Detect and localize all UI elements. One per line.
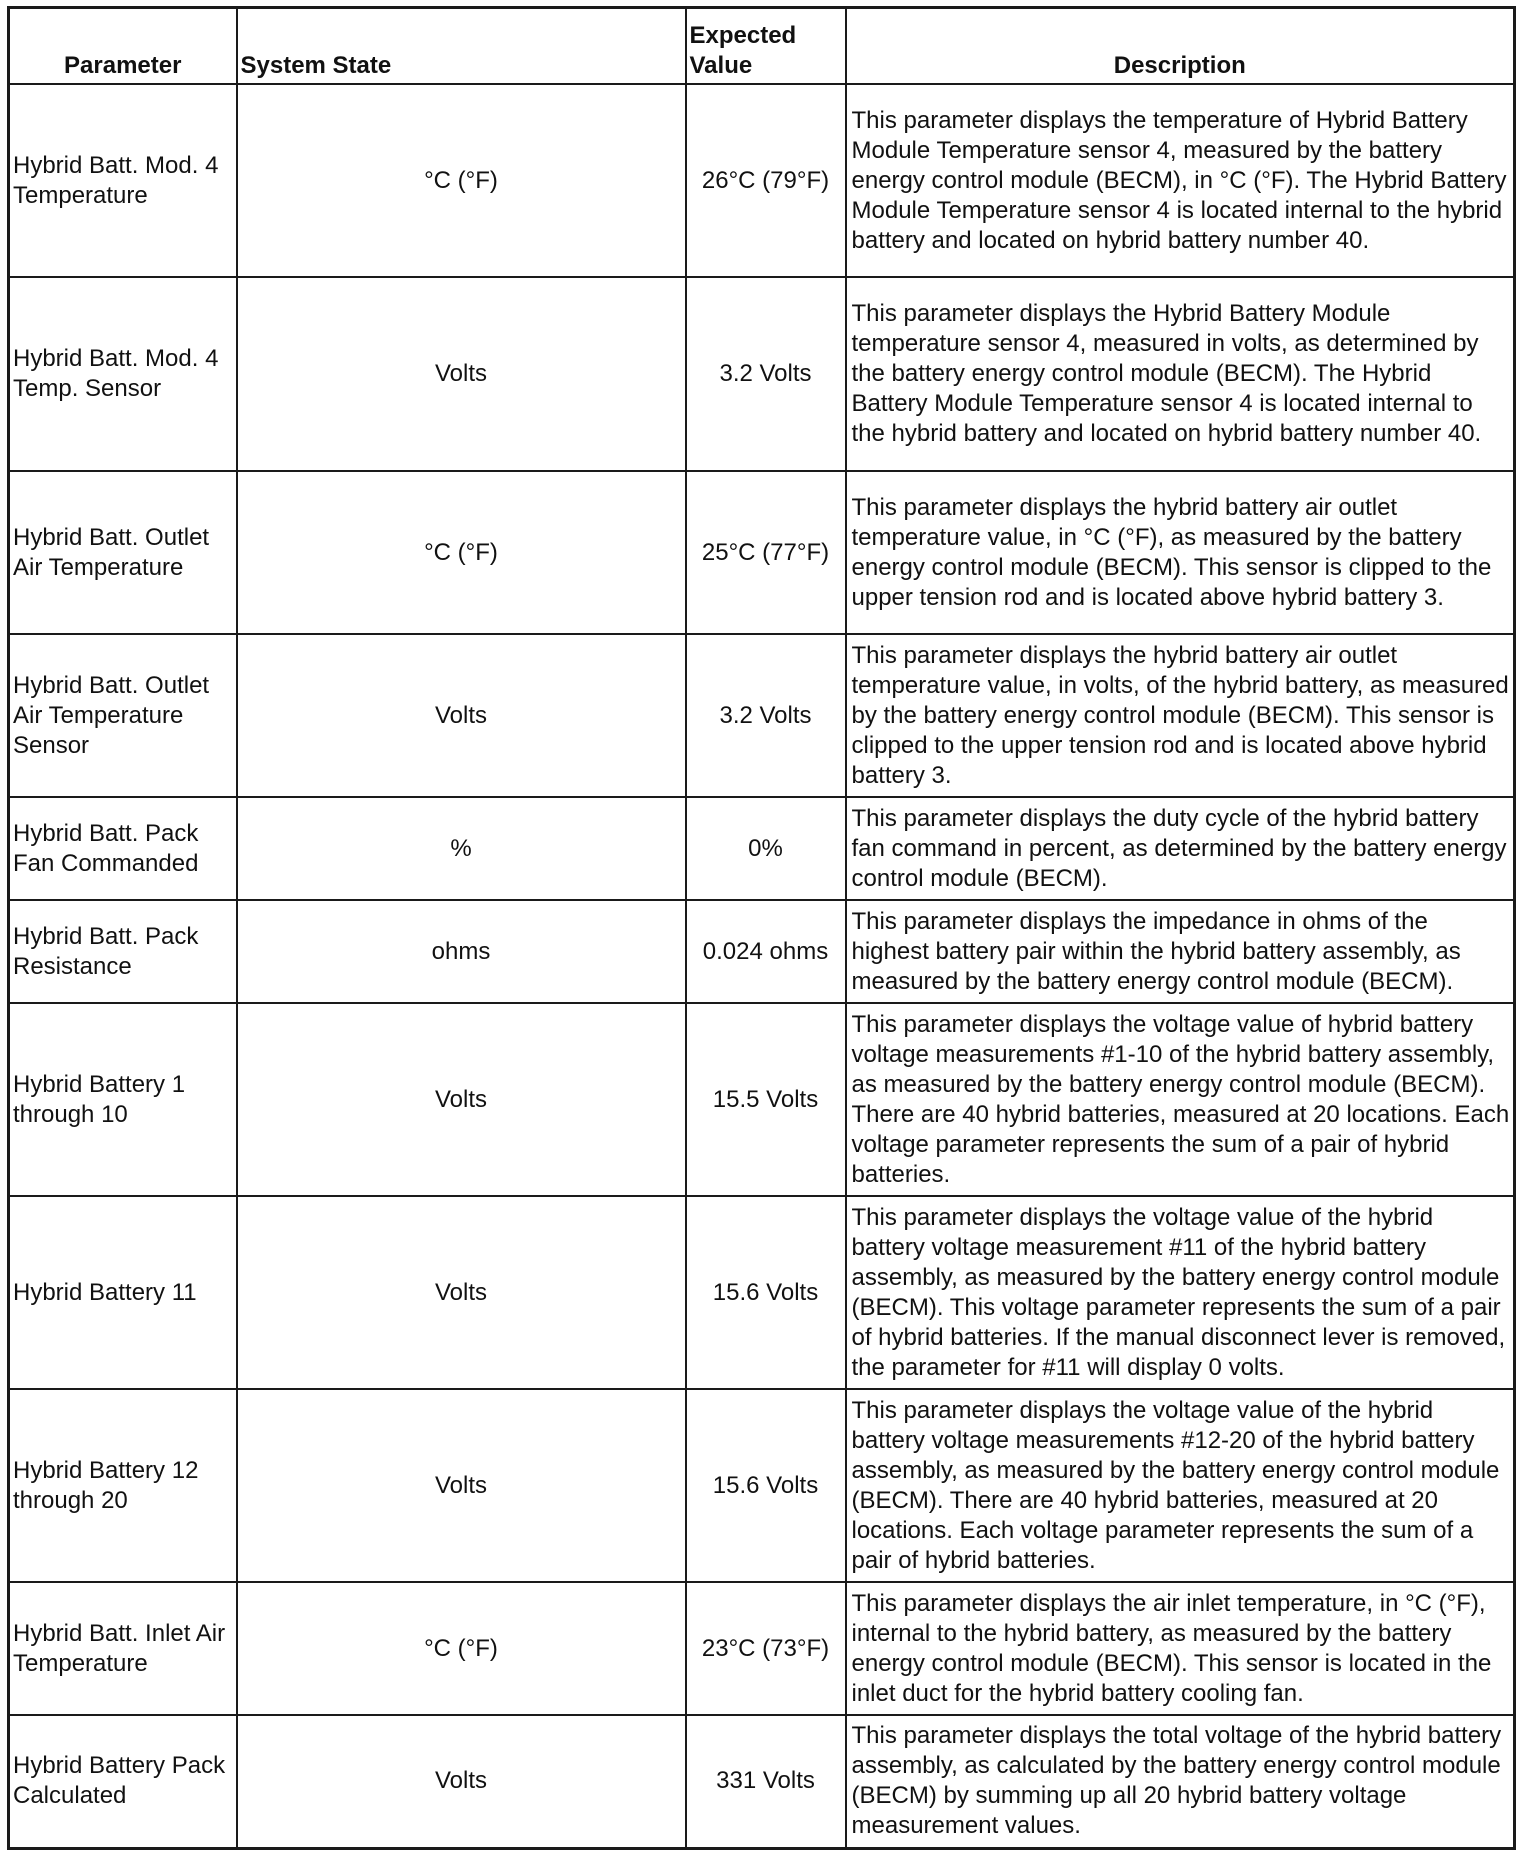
- system-state-cell: %: [237, 797, 686, 900]
- description-cell: This parameter displays the impedance in ohms of the highest battery pair within the hybrid battery assembly, as measured by the battery energy control module (BECM).: [846, 900, 1515, 1003]
- parameter-cell: Hybrid Battery Pack Calculated: [9, 1715, 237, 1848]
- parameter-cell: Hybrid Battery 11: [9, 1196, 237, 1389]
- parameter-table: [7, 6, 1516, 1850]
- header-parameter: Parameter: [9, 8, 237, 85]
- parameter-cell: Hybrid Batt. Outlet Air Temperature: [9, 471, 237, 634]
- table-row: [9, 634, 1515, 797]
- description-cell: This parameter displays the total voltage of the hybrid battery assembly, as calculated by the battery energy control module (BECM) by summing up all 20 hybrid battery voltage measurement values.: [846, 1715, 1515, 1848]
- parameter-cell: Hybrid Batt. Inlet Air Temperature: [9, 1582, 237, 1715]
- description-cell: This parameter displays the hybrid battery air outlet temperature value, in volts, of the hybrid battery, as measured by the battery energy control module (BECM). This sensor is clipped to the upper tension rod and is located above hybrid battery 3.: [846, 634, 1515, 797]
- description-cell: This parameter displays the hybrid battery air outlet temperature value, in °C (°F), as measured by the battery energy control module (BECM). This sensor is clipped to the upper tension rod and is located above hybrid battery 3.: [846, 471, 1515, 634]
- table-row: [9, 1715, 1515, 1848]
- header-expected-value: Expected Value: [686, 8, 846, 85]
- system-state-cell: °C (°F): [237, 471, 686, 634]
- description-cell: This parameter displays the temperature of Hybrid Battery Module Temperature sensor 4, measured by the battery energy control module (BECM), in °C (°F). The Hybrid Battery Module Temperature sensor 4 is located internal to the hybrid battery and located on hybrid battery number 40.: [846, 84, 1515, 277]
- description-cell: This parameter displays the duty cycle of the hybrid battery fan command in percent, as determined by the battery energy control module (BECM).: [846, 797, 1515, 900]
- parameter-cell: Hybrid Batt. Pack Fan Commanded: [9, 797, 237, 900]
- parameter-cell: Hybrid Batt. Pack Resistance: [9, 900, 237, 1003]
- system-state-cell: °C (°F): [237, 1582, 686, 1715]
- expected-value-cell: 15.6 Volts: [686, 1389, 846, 1582]
- description-cell: This parameter displays the air inlet temperature, in °C (°F), internal to the hybrid battery, as measured by the battery energy control module (BECM). This sensor is located in the inlet duct for the hybrid battery cooling fan.: [846, 1582, 1515, 1715]
- system-state-cell: ohms: [237, 900, 686, 1003]
- expected-value-cell: 23°C (73°F): [686, 1582, 846, 1715]
- system-state-cell: Volts: [237, 1196, 686, 1389]
- table-row: [9, 1582, 1515, 1715]
- expected-value-cell: 0%: [686, 797, 846, 900]
- system-state-cell: °C (°F): [237, 84, 686, 277]
- system-state-cell: Volts: [237, 634, 686, 797]
- expected-value-cell: 3.2 Volts: [686, 277, 846, 471]
- system-state-cell: Volts: [237, 1003, 686, 1196]
- table-row: [9, 900, 1515, 1003]
- description-cell: This parameter displays the voltage value of the hybrid battery voltage measurement #11 of the hybrid battery assembly, as measured by the battery energy control module (BECM). This voltage parameter represents the sum of a pair of hybrid batteries. If the manual disconnect lever is removed, the parameter for #11 will display 0 volts.: [846, 1196, 1515, 1389]
- expected-value-cell: 15.5 Volts: [686, 1003, 846, 1196]
- expected-value-cell: 26°C (79°F): [686, 84, 846, 277]
- table-row: [9, 1389, 1515, 1582]
- header-row: [9, 8, 1515, 85]
- table-row: [9, 277, 1515, 471]
- parameter-cell: Hybrid Battery 12 through 20: [9, 1389, 237, 1582]
- table-row: [9, 84, 1515, 277]
- parameter-cell: Hybrid Batt. Outlet Air Temperature Sensor: [9, 634, 237, 797]
- expected-value-cell: 331 Volts: [686, 1715, 846, 1848]
- parameter-cell: Hybrid Batt. Mod. 4 Temperature: [9, 84, 237, 277]
- expected-value-cell: 0.024 ohms: [686, 900, 846, 1003]
- expected-value-cell: 3.2 Volts: [686, 634, 846, 797]
- description-cell: This parameter displays the voltage value of the hybrid battery voltage measurements #12-20 of the hybrid battery assembly, as measured by the battery energy control module (BECM). There are 40 hybrid batteries, measured at 20 locations. Each voltage parameter represents the sum of a pair of hybrid batteries.: [846, 1389, 1515, 1582]
- header-description: Description: [846, 8, 1515, 85]
- expected-value-cell: 25°C (77°F): [686, 471, 846, 634]
- system-state-cell: Volts: [237, 1715, 686, 1848]
- table-row: [9, 1003, 1515, 1196]
- table-row: [9, 471, 1515, 634]
- description-cell: This parameter displays the Hybrid Battery Module temperature sensor 4, measured in volts, as determined by the battery energy control module (BECM). The Hybrid Battery Module Temperature sensor 4 is located internal to the hybrid battery and located on hybrid battery number 40.: [846, 277, 1515, 471]
- parameter-cell: Hybrid Batt. Mod. 4 Temp. Sensor: [9, 277, 237, 471]
- table-row: [9, 797, 1515, 900]
- header-system-state: System State: [237, 8, 686, 85]
- table-row: [9, 1196, 1515, 1389]
- expected-value-cell: 15.6 Volts: [686, 1196, 846, 1389]
- description-cell: This parameter displays the voltage value of hybrid battery voltage measurements #1-10 of the hybrid battery assembly, as measured by the battery energy control module (BECM). There are 40 hybrid batteries, measured at 20 locations. Each voltage parameter represents the sum of a pair of hybrid batteries.: [846, 1003, 1515, 1196]
- system-state-cell: Volts: [237, 277, 686, 471]
- table-body: [9, 84, 1515, 1848]
- parameter-cell: Hybrid Battery 1 through 10: [9, 1003, 237, 1196]
- system-state-cell: Volts: [237, 1389, 686, 1582]
